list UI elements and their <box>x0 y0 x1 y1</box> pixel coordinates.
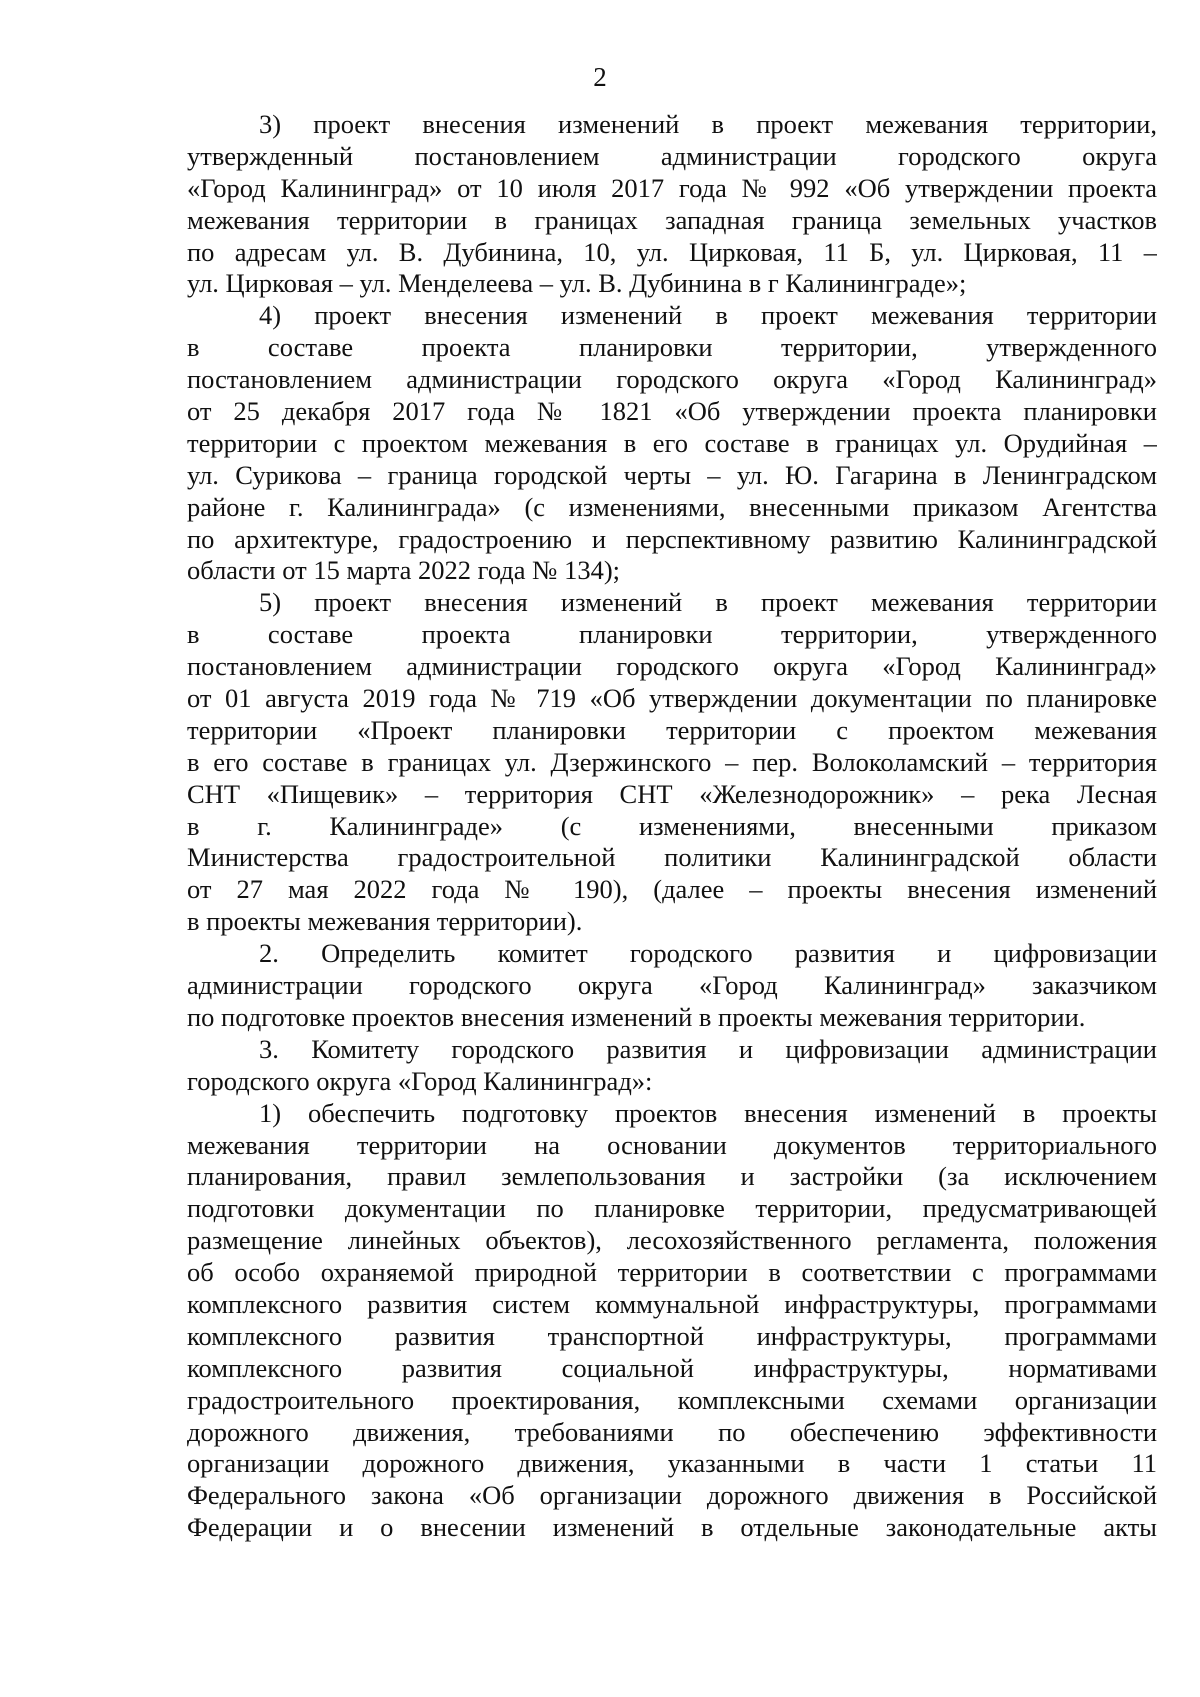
text-line: территории с проектом межевания в его составе в границах ул. Орудийная – <box>187 427 1157 458</box>
text-line: межевания территории в границах западная граница земельных участков <box>187 204 1157 235</box>
text-line: Министерства градостроительной политики Калининградской области <box>187 842 1157 873</box>
text-line: в г. Калининграде» (с изменениями, внесенными приказом <box>187 810 1157 841</box>
text-line: комплексного развития транспортной инфраструктуры, программами <box>187 1320 1157 1351</box>
text-line: ул. Цирковая – ул. Менделеева – ул. В. Дубинина в г Калининграде»; <box>187 268 967 299</box>
text-line: постановлением администрации городского округа «Город Калининград» <box>187 364 1157 395</box>
text-line: 4) проект внесения изменений в проект межевания территории <box>259 300 1157 331</box>
text-line: дорожного движения, требованиями по обеспечению эффективности <box>187 1416 1157 1447</box>
text-line: об особо охраняемой природной территории в соответствии с программами <box>187 1257 1157 1288</box>
text-line: от 27 мая 2022 года № 190), (далее – проекты внесения изменений <box>187 874 1157 905</box>
text-line: 5) проект внесения изменений в проект межевания территории <box>259 587 1157 618</box>
text-line: в составе проекта планировки территории, утвержденного <box>187 619 1157 650</box>
text-line: от 25 декабря 2017 года № 1821 «Об утверждении проекта планировки <box>187 396 1157 427</box>
text-line: ул. Сурикова – граница городской черты – ул. Ю. Гагарина в Ленинградском <box>187 459 1157 490</box>
text-line: в составе проекта планировки территории, утвержденного <box>187 332 1157 363</box>
text-line: межевания территории на основании документов территориального <box>187 1129 1157 1160</box>
text-line: 3) проект внесения изменений в проект межевания территории, <box>259 109 1157 139</box>
text-line: 1) обеспечить подготовку проектов внесения изменений в проекты <box>259 1097 1157 1128</box>
text-line: Федерации и о внесении изменений в отдельные законодательные акты <box>187 1512 1157 1543</box>
text-line: 2. Определить комитет городского развития и цифровизации <box>259 938 1157 969</box>
text-line: области от 15 марта 2022 года № 134); <box>187 555 621 586</box>
text-line: районе г. Калининграда» (с изменениями, внесенными приказом Агентства <box>187 491 1157 522</box>
text-line: по подготовке проектов внесения изменений в проекты межевания территории. <box>187 1001 1086 1032</box>
text-line: комплексного развития социальной инфраструктуры, нормативами <box>187 1352 1157 1383</box>
text-line: планирования, правил землепользования и застройки (за исключением <box>187 1161 1157 1192</box>
text-line: администрации городского округа «Город Калининград» заказчиком <box>187 970 1157 1001</box>
text-line: от 01 августа 2019 года № 719 «Об утверждении документации по планировке <box>187 683 1157 714</box>
text-line: городского округа «Город Калининград»: <box>187 1065 653 1096</box>
text-line: по архитектуре, градостроению и перспективному развитию Калининградской <box>187 523 1157 554</box>
text-line: территории «Проект планировки территории с проектом межевания <box>187 714 1157 745</box>
text-line: постановлением администрации городского округа «Город Калининград» <box>187 651 1157 682</box>
text-line: комплексного развития систем коммунальной инфраструктуры, программами <box>187 1288 1157 1319</box>
text-line: подготовки документации по планировке территории, предусматривающей <box>187 1193 1157 1224</box>
text-line: Федерального закона «Об организации дорожного движения в Российской <box>187 1480 1157 1511</box>
page-number: 2 <box>593 62 607 92</box>
text-line: в проекты межевания территории). <box>187 906 583 937</box>
text-line: «Город Калининград» от 10 июля 2017 года № 992 «Об утверждении проекта <box>187 172 1157 203</box>
text-line: по адресам ул. В. Дубинина, 10, ул. Цирковая, 11 Б, ул. Цирковая, 11 – <box>187 236 1157 267</box>
text-line: 3. Комитету городского развития и цифровизации администрации <box>259 1033 1157 1064</box>
text-line: утвержденный постановлением администрации городского округа <box>187 140 1157 171</box>
text-line: СНТ «Пищевик» – территория СНТ «Железнодорожник» – река Лесная <box>187 778 1157 809</box>
text-line: организации дорожного движения, указанными в части 1 статьи 11 <box>187 1448 1157 1479</box>
text-line: размещение линейных объектов), лесохозяйственного регламента, положения <box>187 1225 1157 1256</box>
text-line: градостроительного проектирования, комплексными схемами организации <box>187 1384 1157 1415</box>
document-body <box>187 109 1157 1544</box>
text-line: в его составе в границах ул. Дзержинского – пер. Волоколамский – территория <box>187 746 1157 777</box>
